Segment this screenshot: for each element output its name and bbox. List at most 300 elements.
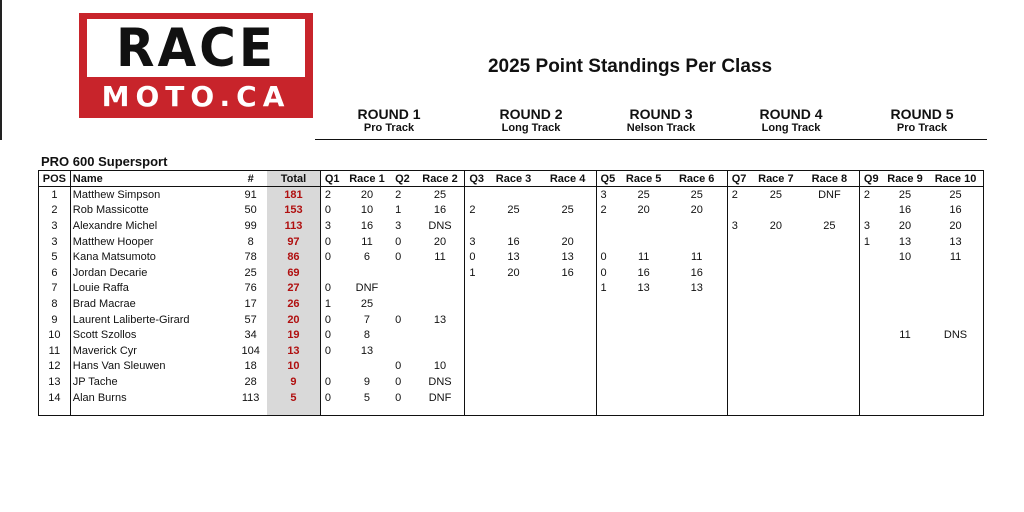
cell-total: 9 [267,374,320,390]
cell-total: 5 [267,390,320,406]
round-track: Long Track [501,122,561,135]
spacer-cell [540,405,596,416]
table-row [39,281,984,297]
cell-q3: 2 [469,204,476,217]
cell-race-4 [540,296,596,312]
cell-number: 18 [244,360,257,373]
cell-q9 [859,343,882,359]
col-header-race-4: Race 4 [540,171,596,187]
cell-race-1: 25 [360,297,374,310]
cell-race-9: 10 [898,251,912,264]
cell-q9 [859,281,882,297]
cell-q3 [465,281,488,297]
cell-race-5 [621,312,667,328]
cell-race-3 [487,374,539,390]
cell-race-6: 13 [667,281,727,297]
cell-race-4: 16 [540,265,596,281]
cell-pos: 14 [39,390,71,406]
cell-name: Brad Macrae [72,297,136,310]
cell-q1: 2 [324,188,331,201]
cell-total: 153 [267,203,320,219]
cell-q7 [727,374,752,390]
round-1-header [324,107,454,134]
cell-total: 13 [267,343,320,359]
cell-race-1: 7 [363,313,371,326]
cell-race-2: 16 [416,203,465,219]
cell-race-5 [621,327,667,343]
cell-race-2 [416,265,465,281]
cell-q2: 0 [395,235,402,248]
cell-q7 [727,234,752,250]
cell-race-4 [540,281,596,297]
cell-race-10 [928,359,983,375]
cell-race-9 [882,390,928,406]
cell-race-3 [487,218,539,234]
col-header-race-2: Race 2 [416,171,465,187]
cell-pos: 1 [39,187,71,203]
cell-race-2: DNS [416,374,465,390]
cell-q9: 2 [863,188,871,201]
cell-race-3 [487,327,539,343]
cell-q3: 1 [469,266,476,279]
cell-q2: 2 [395,188,402,201]
cell-pos: 11 [39,343,71,359]
cell-number: 50 [244,204,257,217]
spacer-cell [234,405,267,416]
round-4-header [726,107,856,134]
cell-q2: 0 [395,375,402,388]
cell-q1: 1 [324,297,331,310]
cell-race-6: 25 [667,187,727,203]
cell-race-2: 11 [416,249,465,265]
cell-total: 86 [267,249,320,265]
cell-q3 [465,359,488,375]
cell-race-9: 13 [898,235,912,248]
cell-total: 113 [267,218,320,234]
cell-race-4 [540,374,596,390]
col-header-q7: Q7 [727,171,752,187]
spacer-cell [882,405,928,416]
cell-number: 91 [244,188,257,201]
cell-race-6 [667,390,727,406]
cell-race-1: 10 [360,204,374,217]
cell-race-8 [800,281,859,297]
col-header-name: Name [70,171,234,187]
cell-race-8 [800,265,859,281]
cell-number: 104 [241,344,260,357]
cell-race-4: 13 [540,249,596,265]
cell-q2 [391,296,416,312]
cell-race-5 [621,218,667,234]
cell-number: 8 [247,235,254,248]
spacer-cell [859,405,882,416]
cell-total: 27 [267,281,320,297]
standings-body [39,187,984,416]
cell-race-4 [540,390,596,406]
table-row [39,203,984,219]
cell-race-5 [621,374,667,390]
cell-q2: 0 [395,360,402,373]
spacer-cell [596,405,621,416]
cell-race-2: 25 [416,187,465,203]
cell-number: 34 [244,329,257,342]
cell-race-7 [752,296,800,312]
cell-race-5: 13 [637,282,650,295]
cell-race-4 [540,187,596,203]
cell-race-10 [928,265,983,281]
cell-q5: 3 [600,188,607,201]
cell-q7 [727,343,752,359]
cell-race-8 [800,296,859,312]
cell-number: 99 [244,219,257,232]
cell-q1 [320,359,343,375]
cell-race-2 [416,343,465,359]
col-header-q9: Q9 [859,171,882,187]
cell-race-4 [540,327,596,343]
cell-race-7 [752,265,800,281]
cell-race-2: 10 [416,359,465,375]
cell-q1: 0 [324,204,331,217]
col-header-race-10: Race 10 [928,171,983,187]
cell-q3 [465,296,488,312]
cell-race-9 [882,296,928,312]
cell-race-5: 11 [637,251,650,264]
cell-q3 [465,390,488,406]
table-row [39,218,984,234]
cell-total: 26 [267,296,320,312]
cell-race-2: 13 [416,312,465,328]
cell-q7 [727,359,752,375]
cell-pos: 7 [39,281,71,297]
cell-race-1: 13 [360,344,374,357]
cell-race-5 [621,343,667,359]
cell-race-7 [752,312,800,328]
cell-race-2 [416,281,465,297]
page-title: 2025 Point Standings Per Class [487,56,773,77]
cell-race-8 [800,327,859,343]
spacer-cell [320,405,343,416]
cell-race-6 [667,218,727,234]
cell-race-8 [800,374,859,390]
cell-race-3: 20 [507,266,520,279]
cell-q1: 0 [324,235,331,248]
cell-number: 76 [244,282,257,295]
cell-race-2 [416,296,465,312]
col-header-race-9: Race 9 [882,171,928,187]
spacer-cell [800,405,859,416]
cell-race-3: 25 [507,204,520,217]
cell-q7: 3 [731,219,738,232]
standings-table [38,170,984,416]
round-name: ROUND 2 [499,106,563,122]
cell-race-3 [487,281,539,297]
class-title: PRO 600 Supersport [41,154,168,169]
col-header-q5: Q5 [596,171,621,187]
cell-race-3 [487,359,539,375]
cell-race-7 [752,390,800,406]
cell-q3 [465,343,488,359]
col-header-race-6: Race 6 [667,171,727,187]
col-header-race-5: Race 5 [621,171,667,187]
cell-race-3: 13 [507,251,520,264]
header-row [39,171,984,187]
cell-q2: 1 [395,204,402,217]
cell-q5 [596,359,621,375]
cell-pos: 5 [39,249,71,265]
cell-race-10: 13 [949,235,962,248]
cell-name: Hans Van Sleuwen [72,360,166,373]
cell-race-8 [800,249,859,265]
cell-q5 [596,234,621,250]
round-track: Pro Track [363,122,415,135]
cell-race-3 [487,343,539,359]
round-header-rule [315,139,987,140]
cell-total: 19 [267,327,320,343]
cell-q3 [465,327,488,343]
cell-race-9 [882,359,928,375]
cell-race-2: DNF [416,390,465,406]
cell-race-3 [487,390,539,406]
cell-name: Alan Burns [72,391,127,404]
cell-race-5: 16 [637,266,650,279]
spacer-cell [621,405,667,416]
cell-race-7: 25 [769,188,782,201]
table-row [39,296,984,312]
cell-q7 [727,265,752,281]
cell-race-2: 20 [416,234,465,250]
cell-q1: 0 [324,344,331,357]
cell-q9: 1 [863,235,871,248]
round-track: Long Track [761,122,821,135]
cell-name: JP Tache [72,375,118,388]
col-header-race-7: Race 7 [752,171,800,187]
cell-race-4 [540,343,596,359]
cell-pos: 2 [39,203,71,219]
logo-moto-text: MOTO.CA [101,80,291,113]
cell-q2: 3 [395,219,402,232]
cell-q5: 1 [600,282,607,295]
round-3-header [596,107,726,134]
cell-race-7 [752,374,800,390]
cell-race-10 [928,296,983,312]
cell-race-1: 6 [363,251,371,264]
cell-pos: 8 [39,296,71,312]
spacer-cell [267,405,320,416]
cell-q5 [596,374,621,390]
cell-number: 25 [244,266,257,279]
cell-race-9: 25 [898,188,912,201]
cell-race-2: DNS [416,218,465,234]
cell-race-8 [800,343,859,359]
cell-race-6 [667,374,727,390]
cell-race-7: 20 [769,219,782,232]
cell-q1: 3 [324,219,331,232]
cell-q2: 0 [395,391,402,404]
cell-race-7 [752,359,800,375]
cell-name: Rob Massicotte [72,204,149,217]
cell-q5 [596,390,621,406]
cell-race-10: 16 [949,204,962,217]
cell-pos: 9 [39,312,71,328]
table-row [39,234,984,250]
left-edge-line [0,0,2,140]
cell-q3: 0 [469,251,476,264]
cell-number: 78 [244,251,257,264]
table-row [39,390,984,406]
cell-race-9: 16 [898,204,912,217]
cell-pos: 3 [39,234,71,250]
cell-race-5 [621,234,667,250]
cell-q7 [727,249,752,265]
cell-race-1 [343,265,391,281]
spacer-cell [39,405,71,416]
cell-race-8: DNF [800,187,859,203]
cell-q5: 0 [600,266,607,279]
cell-q1: 0 [324,375,331,388]
table-row [39,249,984,265]
cell-race-1: 9 [363,375,371,388]
round-track: Pro Track [896,122,948,135]
cell-race-7 [752,234,800,250]
cell-race-5: 20 [637,204,650,217]
col-header-race-1: Race 1 [343,171,391,187]
cell-q5: 2 [600,204,607,217]
cell-q9 [859,327,882,343]
round-name: ROUND 3 [629,106,693,122]
cell-race-10 [928,281,983,297]
cell-race-3 [487,296,539,312]
spacer-cell [465,405,488,416]
spacer-cell [487,405,539,416]
cell-number: 113 [241,391,260,404]
cell-race-8 [800,312,859,328]
cell-q5 [596,343,621,359]
cell-race-4 [540,359,596,375]
table-row [39,312,984,328]
cell-race-6: 11 [667,249,727,265]
cell-q9 [859,249,882,265]
col-header-pos: POS [39,171,71,187]
cell-race-6: 16 [667,265,727,281]
cell-total: 10 [267,359,320,375]
cell-total: 181 [267,187,320,203]
cell-total: 97 [267,234,320,250]
cell-pos: 13 [39,374,71,390]
cell-q7 [727,390,752,406]
cell-race-6 [667,312,727,328]
racemoto-logo [79,13,313,118]
cell-q7 [727,327,752,343]
cell-race-4 [540,218,596,234]
cell-race-5: 25 [637,188,650,201]
cell-q3 [465,374,488,390]
cell-race-6 [667,359,727,375]
cell-race-8 [800,234,859,250]
cell-total: 20 [267,312,320,328]
cell-q9 [859,374,882,390]
cell-q5 [596,296,621,312]
cell-name: Laurent Laliberte-Girard [72,313,190,326]
cell-q2 [391,265,416,281]
cell-q9 [859,312,882,328]
cell-race-8 [800,203,859,219]
table-row [39,359,984,375]
cell-race-7 [752,327,800,343]
cell-race-3 [487,187,539,203]
cell-race-7 [752,249,800,265]
cell-race-10 [928,390,983,406]
cell-total: 69 [267,265,320,281]
cell-race-4: 20 [540,234,596,250]
cell-q5 [596,218,621,234]
cell-q9 [859,203,882,219]
cell-race-10: 20 [949,219,962,232]
table-row [39,265,984,281]
cell-q5 [596,312,621,328]
cell-pos: 6 [39,265,71,281]
cell-q9 [859,359,882,375]
cell-race-5 [621,296,667,312]
cell-name: Maverick Cyr [72,344,137,357]
cell-name: Alexandre Michel [72,219,158,232]
cell-q3 [465,218,488,234]
cell-race-9: 20 [898,219,912,232]
cell-race-6 [667,296,727,312]
cell-q1: 0 [324,313,331,326]
cell-q5 [596,327,621,343]
cell-race-10 [928,343,983,359]
cell-race-10 [928,374,983,390]
cell-number: 57 [244,313,257,326]
cell-q7 [727,312,752,328]
round-2-header [466,107,596,134]
cell-race-5 [621,390,667,406]
cell-q9: 3 [863,219,871,232]
cell-race-9: 11 [899,329,911,342]
round-5-header [857,107,987,134]
cell-q2 [391,281,416,297]
cell-race-6: 20 [667,203,727,219]
col-header-number: # [234,171,267,187]
spacer-cell [727,405,752,416]
cell-pos: 10 [39,327,71,343]
spacer-cell [70,405,234,416]
cell-q1: 0 [324,282,331,295]
cell-q7 [727,296,752,312]
cell-q9 [859,390,882,406]
round-name: ROUND 4 [759,106,823,122]
cell-race-7 [752,281,800,297]
cell-number: 28 [244,375,257,388]
cell-race-9 [882,374,928,390]
cell-q2 [391,327,416,343]
cell-race-7 [752,203,800,219]
spacer-cell [391,405,416,416]
round-name: ROUND 5 [890,106,954,122]
table-row [39,327,984,343]
cell-q1: 0 [324,391,331,404]
cell-race-9 [882,265,928,281]
spacer-cell [343,405,391,416]
cell-race-1 [343,359,391,375]
cell-q5: 0 [600,251,607,264]
table-row [39,343,984,359]
cell-name: Louie Raffa [72,282,129,295]
cell-race-10: DNS [943,329,968,342]
cell-name: Kana Matsumoto [72,251,156,264]
cell-q9 [859,296,882,312]
cell-q2 [391,343,416,359]
